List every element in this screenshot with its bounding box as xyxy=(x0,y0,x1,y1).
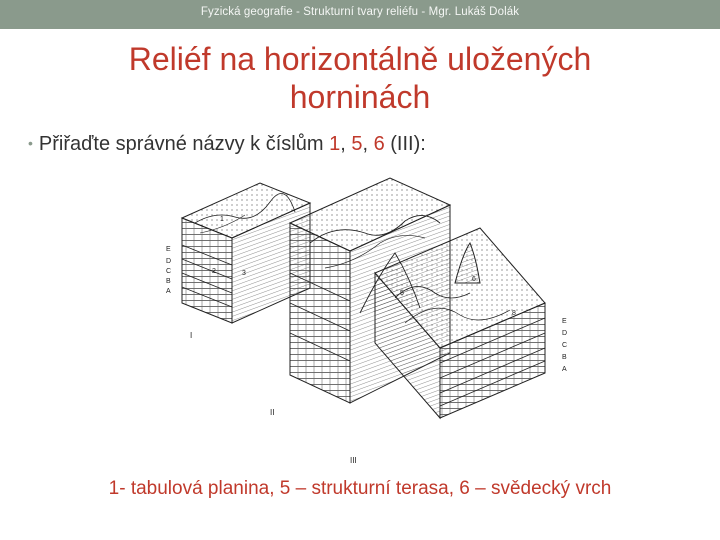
feature-number: 3 xyxy=(242,270,246,277)
layer-label-right: A xyxy=(562,366,567,373)
feature-number: 5 xyxy=(400,290,404,297)
slide-title xyxy=(60,40,660,116)
task-number-5: 5 xyxy=(351,133,363,155)
layer-label-left: B xyxy=(166,278,171,285)
layer-label-left: C xyxy=(166,268,172,275)
bullet-icon: • xyxy=(28,135,33,151)
task-prefix: Přiřaďte správné názvy k číslům xyxy=(38,133,324,155)
task-sep-1: , xyxy=(340,133,352,155)
feature-number: 1 xyxy=(220,216,224,223)
header-text: Fyzická geografie - Strukturní tvary reliéfu - Mgr. Lukáš Dolák xyxy=(200,6,520,18)
layer-label-left: A xyxy=(166,288,171,295)
layer-label-right: C xyxy=(562,342,568,349)
block-label: III xyxy=(350,456,357,465)
layer-label-right: E xyxy=(562,318,567,325)
task-bullet xyxy=(28,133,688,156)
feature-number: 6 xyxy=(472,276,476,283)
task-suffix: (III): xyxy=(384,133,426,155)
layer-label-left: D xyxy=(166,258,172,265)
layer-label-right: B xyxy=(562,354,567,361)
answer-text: 1- tabulová planina, 5 – strukturní terasa, 6 – svědecký vrch xyxy=(108,478,612,499)
layer-label-right: D xyxy=(562,330,568,337)
feature-number: 8 xyxy=(512,310,516,317)
task-number-1: 1 xyxy=(329,133,341,155)
layer-label-left: E xyxy=(166,246,171,253)
task-number-6: 6 xyxy=(373,133,385,155)
title-line-1: Reliéf na horizontálně uložených xyxy=(128,41,592,77)
block-label: II xyxy=(270,408,275,417)
title-line-2: horninách xyxy=(289,79,431,115)
block-label: I xyxy=(190,331,193,340)
relief-block-diagram xyxy=(150,163,580,473)
feature-number: 2 xyxy=(212,268,216,275)
task-sep-2: , xyxy=(362,133,374,155)
